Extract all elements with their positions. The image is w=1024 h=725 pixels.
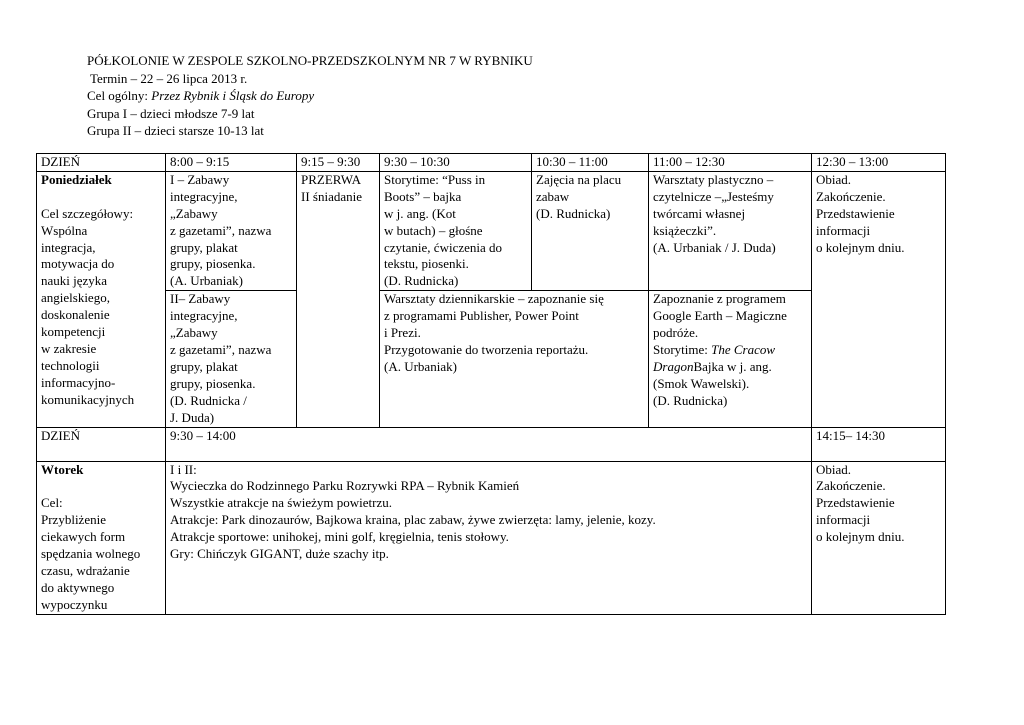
document-header: [87, 52, 533, 140]
header-cell-time: 9:30 – 10:30: [380, 154, 532, 172]
schedule-table: [36, 153, 946, 615]
general-goal-label: Cel ogólny:: [87, 88, 152, 104]
storytime-cell: Storytime: “Puss in Boots” – bajka w j. ang. (Kot w butach) – głośne czytanie, ćwiczenia do tekstu, piosenki. (D. Rudnicka): [380, 171, 532, 290]
day-name: Poniedziałek: [41, 171, 112, 187]
general-goal-value: Przez Rybnik i Śląsk do Europy: [151, 88, 315, 104]
header-cell-time: 12:30 – 13:00: [812, 154, 946, 172]
tuesday-header-row: [37, 427, 946, 461]
closing-cell: Obiad. Zakończenie. Przedstawienie informacji o kolejnym dniu.: [812, 461, 946, 614]
document-title: PÓŁKOLONIE W ZESPOLE SZKOLNO-PRZEDSZKOLNYM NR 7 W RYBNIKU: [87, 53, 533, 68]
header-cell-time: 11:00 – 12:30: [649, 154, 812, 172]
group2-integration-cell: II– Zabawy integracyjne, „Zabawy z gazetami”, nazwa grupy, plakat grupy, piosenka. (D. Rudnicka / J. Duda): [166, 291, 297, 427]
day-name: Wtorek: [41, 461, 84, 477]
monday-day-cell: Poniedziałek Cel szczegółowy: Wspólna integracja, motywacja do nauki języka angielskiego, doskonalenie kompetencji w zakresie technologii informacyjno- komunikacyjnych: [37, 171, 166, 427]
google-earth-cell: Zapoznanie z programem Google Earth – Magiczne podróże. Storytime: The Cracow DragonBajka w j. ang. (Smok Wawelski). (D. Rudnicka): [649, 291, 812, 427]
playground-cell: Zajęcia na placu zabaw (D. Rudnicka): [532, 171, 649, 290]
table-header-row: [37, 154, 946, 172]
group-two: Grupa II – dzieci starsze 10-13 lat: [87, 123, 264, 139]
header-cell-time: 9:30 – 14:00: [166, 427, 812, 461]
tuesday-day-cell: Wtorek Cel: Przybliżenie ciekawych form spędzania wolnego czasu, wdrażanie do aktywnego wypoczynku: [37, 461, 166, 614]
general-goal: [87, 87, 533, 105]
journalism-workshop-cell: Warsztaty dziennikarskie – zapoznanie się z programami Publisher, Power Point i Prezi. Przygotowanie do tworzenia reportażu. (A. Urbaniak): [380, 291, 649, 427]
group-one: Grupa I – dzieci młodsze 7-9 lat: [87, 105, 255, 121]
monday-row-group1: [37, 171, 946, 290]
monday-row-group2: [37, 291, 946, 427]
header-cell-time: 10:30 – 11:00: [532, 154, 649, 172]
trip-program-cell: I i II: Wycieczka do Rodzinnego Parku Rozrywki RPA – Rybnik Kamień Wszystkie atrakcje na świeżym powietrzu. Atrakcje: Park dinozaurów, Bajkowa kraina, plac zabaw, żywe zwierzęta: lamy, jelenie, kozy. Atrakcje sportowe: unihokej, mini golf, kręgielnia, tenis stołowy. Gry: Chińczyk GIGANT, duże szachy itp.: [166, 461, 812, 614]
header-cell-day: DZIEŃ: [37, 427, 166, 461]
closing-cell: Obiad. Zakończenie. Przedstawienie informacji o kolejnym dniu.: [812, 171, 946, 427]
header-cell-time: 9:15 – 9:30: [297, 154, 380, 172]
group1-integration-cell: I – Zabawy integracyjne, „Zabawy z gazetami”, nazwa grupy, plakat grupy, piosenka. (A. Urbaniak): [166, 171, 297, 290]
header-cell-time: 14:15– 14:30: [812, 427, 946, 461]
header-cell-day: DZIEŃ: [37, 154, 166, 172]
tuesday-row: [37, 461, 946, 614]
art-workshop-cell: Warsztaty plastyczno – czytelnicze –„Jesteśmy twórcami własnej książeczki”. (A. Urbaniak / J. Duda): [649, 171, 812, 290]
break-cell: PRZERWA II śniadanie: [297, 171, 380, 427]
header-cell-time: 8:00 – 9:15: [166, 154, 297, 172]
term-dates: Termin – 22 – 26 lipca 2013 r.: [90, 70, 248, 86]
